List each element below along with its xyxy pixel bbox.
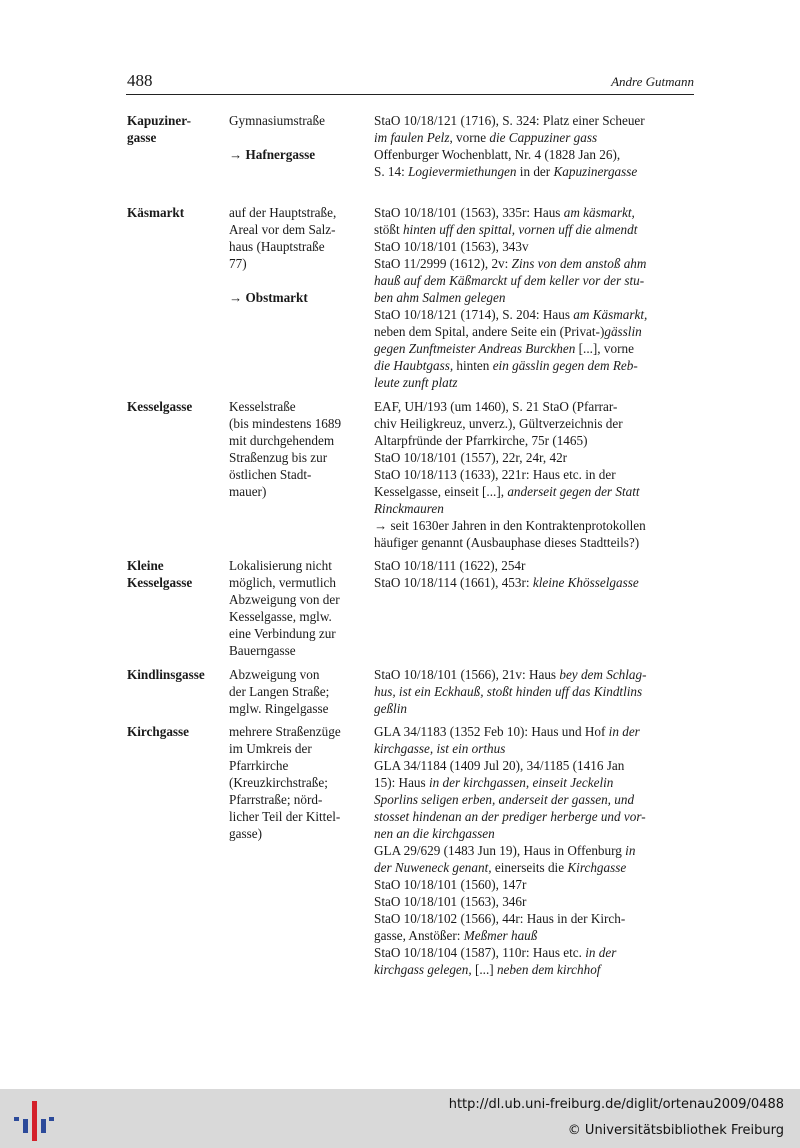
header-rule — [126, 94, 694, 95]
text-line — [229, 683, 365, 700]
text-line — [374, 466, 696, 483]
street-name — [127, 723, 225, 740]
text-line — [229, 808, 365, 825]
text-segment: gässlin — [604, 324, 642, 339]
street-name — [127, 398, 225, 415]
cross-reference: Obstmarkt — [245, 290, 308, 305]
text-segment: Zins von dem anstoß ahm — [511, 256, 647, 271]
text-line — [229, 591, 365, 608]
text-line — [374, 534, 696, 551]
text-line — [374, 808, 696, 825]
text-line — [374, 944, 696, 961]
text-segment: Kesselstraße — [229, 399, 296, 414]
text-segment: 77) — [229, 256, 247, 271]
text-segment: Pfarrstraße; nörd- — [229, 792, 323, 807]
text-segment: GLA 34/1183 (1352 Feb 10): Haus und Hof — [374, 724, 609, 739]
text-line — [229, 221, 365, 238]
text-segment: (Kreuzkirchstraße; — [229, 775, 328, 790]
text-line — [374, 483, 696, 500]
running-header-author: Andre Gutmann — [611, 74, 694, 89]
text-segment: Lokalisierung nicht — [229, 558, 332, 573]
text-line — [229, 557, 365, 574]
text-segment: StaO 10/18/101 (1563), 335r: Haus — [374, 205, 564, 220]
street-name-line: Kapuziner- — [127, 113, 191, 128]
text-line — [374, 791, 696, 808]
text-line — [229, 398, 365, 415]
text-line — [374, 859, 696, 876]
street-name-line: Kindlinsgasse — [127, 667, 205, 682]
text-segment: StaO 10/18/101 (1566), 21v: Haus — [374, 667, 560, 682]
text-segment: chiv Heiligkreuz, unverz.), Gültverzeichnis der — [374, 416, 623, 431]
text-segment: (bis mindestens 1689 — [229, 416, 342, 431]
text-segment: stößt — [374, 222, 403, 237]
text-line — [229, 608, 365, 625]
text-segment: Areal vor dem Salz- — [229, 222, 336, 237]
text-segment: StaO 10/18/121 (1714), S. 204: Haus — [374, 307, 574, 322]
text-segment: im Umkreis der — [229, 741, 312, 756]
text-segment: die Cappuziner gass — [489, 130, 598, 145]
street-name-line: Kleine — [127, 558, 164, 573]
text-segment: hinten — [453, 358, 493, 373]
text-segment: StaO 10/18/121 (1716), S. 324: Platz einer Scheuer — [374, 113, 645, 128]
text-line — [229, 723, 365, 740]
text-segment: Kapuzinergasse — [553, 164, 638, 179]
text-segment: kleine Khösselgasse — [532, 575, 639, 590]
text-segment: → — [229, 147, 246, 162]
text-line — [374, 129, 696, 146]
text-line — [374, 557, 696, 574]
text-line — [374, 683, 696, 700]
text-segment: Kesselgasse, einseit [...], — [374, 484, 508, 499]
text-line — [229, 642, 365, 659]
text-segment: , vorne — [449, 130, 490, 145]
text-line — [374, 163, 696, 180]
text-line — [374, 255, 696, 272]
text-segment: in der kirchgassen, einseit Jeckelin — [428, 775, 614, 790]
text-line — [229, 415, 365, 432]
text-segment: StaO 10/18/101 (1563), 343v — [374, 239, 529, 254]
text-segment: mglw. Ringelgasse — [229, 701, 329, 716]
text-line — [374, 323, 696, 340]
text-line — [229, 666, 365, 683]
street-name — [127, 204, 225, 221]
text-segment: Kesselgasse, mglw. — [229, 609, 332, 624]
text-segment: EAF, UH/193 (um 1460), S. 21 StaO (Pfarrar- — [374, 399, 618, 414]
text-segment: hus, ist ein Eckhauß, stoßt hinden uff das Kindtlins — [374, 684, 643, 699]
street-name-line: Kesselgasse — [127, 575, 193, 590]
text-segment: Bauerngasse — [229, 643, 296, 658]
line-gap — [229, 129, 365, 146]
text-line — [374, 500, 696, 517]
street-name-line: Kirchgasse — [127, 724, 190, 739]
text-segment: 15): Haus — [374, 775, 429, 790]
text-line — [229, 289, 365, 306]
text-segment: Sporlins seligen erben, anderseit der gassen, und — [374, 792, 635, 807]
street-description — [229, 112, 365, 163]
text-segment: → — [229, 290, 246, 305]
text-segment: häufiger genannt (Ausbauphase dieses Stadtteils?) — [374, 535, 640, 550]
source-references — [374, 666, 696, 717]
street-description — [229, 204, 365, 306]
text-segment: mauer) — [229, 484, 267, 499]
text-line — [374, 700, 696, 717]
text-segment: Meßmer hauß — [463, 928, 538, 943]
text-segment: StaO 11/2999 (1612), 2v: — [374, 256, 512, 271]
text-segment: StaO 10/18/104 (1587), 110r: Haus etc. — [374, 945, 586, 960]
text-line — [374, 432, 696, 449]
text-segment: [...] — [471, 962, 497, 977]
text-segment: Abzweigung von — [229, 667, 320, 682]
text-line — [229, 112, 365, 129]
text-segment: StaO 10/18/101 (1563), 346r — [374, 894, 527, 909]
text-segment: StaO 10/18/102 (1566), 44r: Haus in der Kirch- — [374, 911, 626, 926]
text-line — [374, 574, 696, 591]
street-name — [127, 666, 225, 683]
text-line — [229, 255, 365, 272]
text-segment: in der — [608, 724, 640, 739]
text-segment: gegen Zunftmeister Andreas Burckhen — [374, 341, 576, 356]
text-segment: S. 14: — [374, 164, 409, 179]
text-line — [374, 666, 696, 683]
ub-freiburg-logo-icon — [14, 1097, 54, 1141]
text-line — [374, 415, 696, 432]
street-name-line: Kesselgasse — [127, 399, 193, 414]
text-segment: im faulen Pelz — [374, 130, 450, 145]
text-segment: geßlin — [374, 701, 407, 716]
street-description — [229, 666, 365, 717]
text-line — [374, 374, 696, 391]
text-segment: [...], vorne — [575, 341, 634, 356]
text-segment: → seit 1630er Jahren in den Kontraktenprotokollen — [374, 518, 646, 533]
text-segment: Altarpfründe der Pfarrkirche, 75r (1465) — [374, 433, 588, 448]
text-line — [374, 398, 696, 415]
text-segment: StaO 10/18/114 (1661), 453r: — [374, 575, 533, 590]
text-segment: ben ahm Salmen gelegen — [374, 290, 506, 305]
source-references — [374, 723, 696, 978]
text-segment: eine Verbindung zur — [229, 626, 336, 641]
text-segment: StaO 10/18/111 (1622), 254r — [374, 558, 526, 573]
text-segment: in der — [516, 164, 554, 179]
text-segment: neben dem Spital, andere Seite ein (Privat-) — [374, 324, 605, 339]
text-line — [374, 340, 696, 357]
text-line — [229, 432, 365, 449]
text-segment: mehrere Straßenzüge — [229, 724, 341, 739]
text-segment: haus (Hauptstraße — [229, 239, 325, 254]
text-line — [229, 825, 365, 842]
text-segment: Offenburger Wochenblatt, Nr. 4 (1828 Jan 26), — [374, 147, 621, 162]
text-segment: der Langen Straße; — [229, 684, 330, 699]
footer-url-link[interactable]: http://dl.ub.uni-freiburg.de/diglit/ortenau2009/0488 — [448, 1097, 784, 1112]
text-line — [229, 791, 365, 808]
text-line — [374, 146, 696, 163]
text-segment: mit durchgehendem — [229, 433, 335, 448]
text-segment: StaO 10/18/101 (1560), 147r — [374, 877, 527, 892]
street-name-line: Käsmarkt — [127, 205, 185, 220]
text-segment: Rinckmauren — [374, 501, 444, 516]
text-segment: GLA 34/1184 (1409 Jul 20), 34/1185 (1416 Jan — [374, 758, 625, 773]
street-name-line: gasse — [127, 130, 157, 145]
text-line — [229, 757, 365, 774]
text-line — [229, 146, 365, 163]
text-line — [374, 757, 696, 774]
text-segment: licher Teil der Kittel- — [229, 809, 341, 824]
text-segment: anderseit gegen der Statt — [507, 484, 640, 499]
text-line — [374, 961, 696, 978]
text-segment: Kirchgasse — [567, 860, 627, 875]
text-segment: kirchgasse, ist ein orthus — [374, 741, 506, 756]
text-line — [229, 774, 365, 791]
text-line — [374, 449, 696, 466]
text-line — [374, 825, 696, 842]
text-line — [229, 238, 365, 255]
street-description — [229, 398, 365, 500]
text-line — [374, 876, 696, 893]
text-segment: der Nuweneck genant, — [374, 860, 492, 875]
text-line — [229, 625, 365, 642]
text-segment: möglich, vermutlich — [229, 575, 336, 590]
text-line — [374, 910, 696, 927]
street-name — [127, 112, 225, 146]
text-line — [374, 357, 696, 374]
text-segment: ein gässlin gegen dem Reb- — [492, 358, 638, 373]
text-line — [374, 306, 696, 323]
text-line — [374, 842, 696, 859]
text-segment: GLA 29/629 (1483 Jun 19), Haus in Offenburg — [374, 843, 626, 858]
text-segment: in — [625, 843, 636, 858]
text-segment: hauß auf dem Käßmarckt uf dem keller vor der stu- — [374, 273, 645, 288]
text-segment: Logievermiethungen — [408, 164, 517, 179]
text-line — [374, 204, 696, 221]
text-line — [374, 927, 696, 944]
text-segment: gasse) — [229, 826, 262, 841]
text-segment: Abzweigung von der — [229, 592, 340, 607]
text-line — [229, 574, 365, 591]
text-segment: am käsmarkt, — [563, 205, 635, 220]
text-line — [374, 272, 696, 289]
source-references — [374, 112, 696, 180]
text-segment: auf der Hauptstraße, — [229, 205, 337, 220]
text-line — [374, 221, 696, 238]
text-line — [229, 204, 365, 221]
text-segment: nen an die kirchgassen — [374, 826, 495, 841]
source-references — [374, 398, 696, 551]
text-segment: östlichen Stadt- — [229, 467, 312, 482]
text-line — [229, 700, 365, 717]
text-line — [374, 774, 696, 791]
line-gap — [229, 272, 365, 289]
text-segment: bey dem Schlag- — [559, 667, 647, 682]
source-references — [374, 557, 696, 591]
text-segment: Straßenzug bis zur — [229, 450, 328, 465]
text-segment: stosset hindenan an der prediger herberge und vor- — [374, 809, 646, 824]
text-segment: in der — [585, 945, 617, 960]
footer-copyright: © Universitätsbibliothek Freiburg — [567, 1123, 784, 1138]
page-number: 488 — [127, 71, 153, 90]
text-segment: StaO 10/18/113 (1633), 221r: Haus etc. in der — [374, 467, 616, 482]
text-line — [374, 723, 696, 740]
text-line — [229, 449, 365, 466]
street-description — [229, 723, 365, 842]
text-segment: die Haubtgass, — [374, 358, 454, 373]
text-segment: Pfarrkirche — [229, 758, 289, 773]
text-line — [374, 740, 696, 757]
text-line — [374, 517, 696, 534]
text-segment: Gymnasiumstraße — [229, 113, 325, 128]
street-description — [229, 557, 365, 659]
text-line — [374, 893, 696, 910]
text-segment: hinten uff den spittal, vornen uff die almendt — [402, 222, 638, 237]
text-segment: gasse, Anstößer: — [374, 928, 464, 943]
text-segment: am Käsmarkt, — [573, 307, 648, 322]
text-segment: neben dem kirchhof — [496, 962, 601, 977]
text-line — [229, 466, 365, 483]
text-segment: leute zunft platz — [374, 375, 458, 390]
text-line — [229, 740, 365, 757]
text-segment: kirchgass gelegen, — [374, 962, 472, 977]
text-segment: StaO 10/18/101 (1557), 22r, 24r, 42r — [374, 450, 568, 465]
footer-bar — [0, 1089, 800, 1148]
cross-reference: Hafnergasse — [245, 147, 316, 162]
text-line — [374, 238, 696, 255]
text-line — [229, 483, 365, 500]
street-name — [127, 557, 225, 591]
text-segment: einerseits die — [491, 860, 568, 875]
source-references — [374, 204, 696, 391]
text-line — [374, 112, 696, 129]
text-line — [374, 289, 696, 306]
